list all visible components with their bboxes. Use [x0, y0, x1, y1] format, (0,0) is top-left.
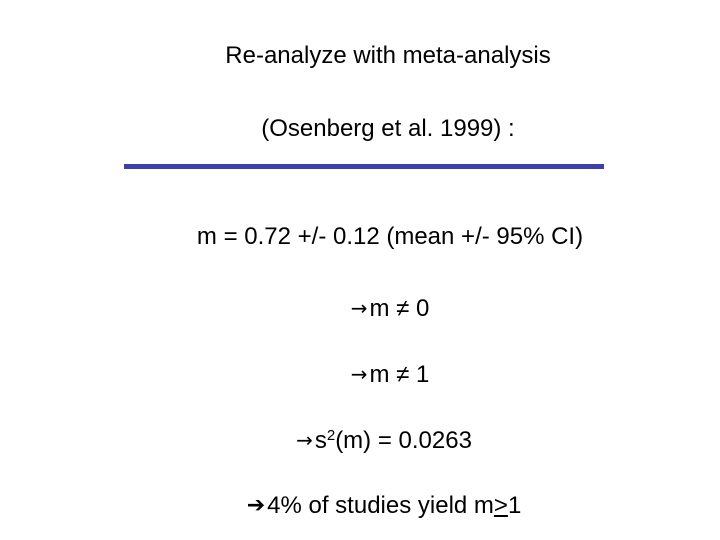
- bullet-m-not-one: [30, 360, 720, 389]
- estimate-text: m = 0.72 +/- 0.12 (mean +/- 95% CI): [196, 223, 584, 250]
- bullet-percent-studies: [24, 492, 720, 520]
- bullet-text-post: 1: [507, 492, 522, 519]
- bullet-variance: [24, 426, 720, 455]
- bullet-text: m ≠ 0: [369, 295, 430, 322]
- slide-title-line-1: Re-analyze with meta-analysis: [225, 42, 551, 69]
- greater-than-symbol: >: [493, 492, 508, 519]
- bullet-text-pre: s: [314, 427, 327, 454]
- title-divider-rule: [124, 164, 604, 169]
- bullet-text: m ≠ 1: [369, 361, 430, 388]
- slide-title-line-2: (Osenberg et al. 1999) :: [261, 115, 515, 142]
- right-arrow-icon: →: [296, 428, 313, 452]
- bullet-text-post: (m) = 0.0263: [335, 427, 472, 454]
- superscript-two: 2: [326, 427, 336, 444]
- right-arrow-icon: →: [350, 296, 368, 320]
- bullet-text-pre: 4% of studies yield m: [267, 492, 494, 519]
- bullet-m-not-zero: [30, 294, 720, 323]
- bold-right-arrow-icon: ➔: [246, 493, 266, 518]
- right-arrow-icon: →: [350, 362, 368, 386]
